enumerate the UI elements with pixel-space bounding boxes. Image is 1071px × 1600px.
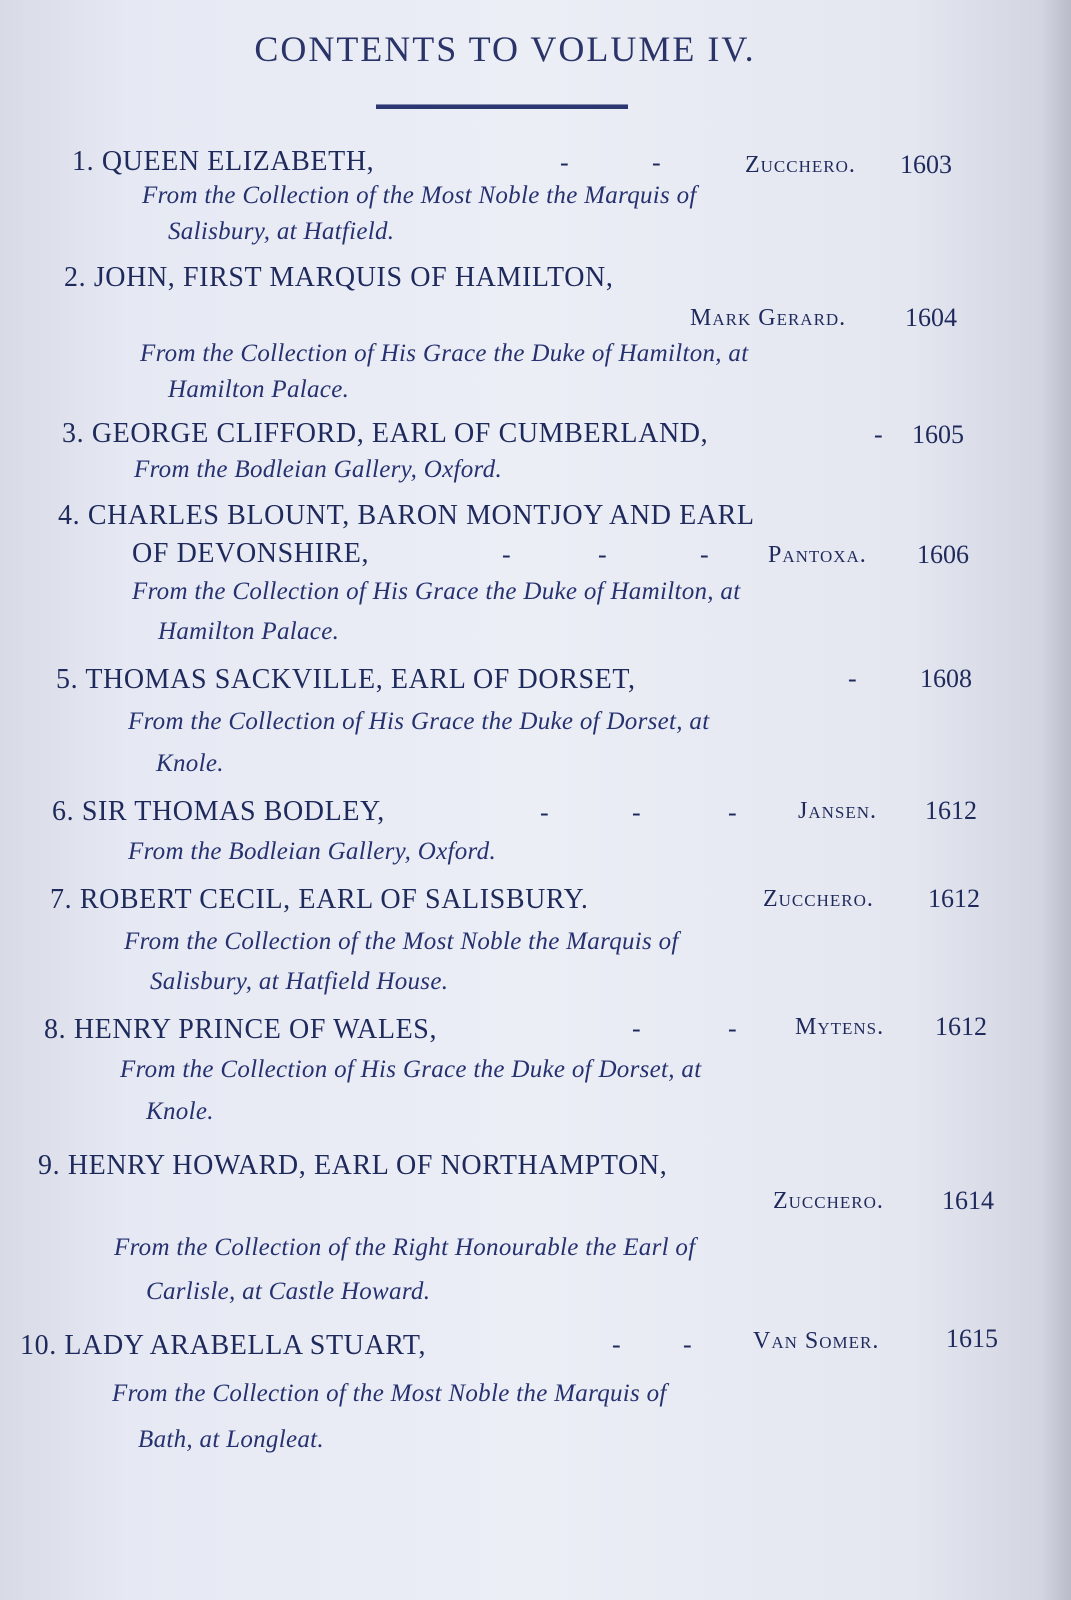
entry-provenance: Hamilton Palace. — [158, 618, 340, 645]
entry-provenance: Carlisle, at Castle Howard. — [146, 1278, 431, 1305]
entry-year: 1612 — [935, 1012, 987, 1041]
entry-name: SIR THOMAS BODLEY, — [81, 796, 385, 827]
leader-dash: - — [652, 148, 661, 177]
page-title: CONTENTS TO VOLUME IV. — [254, 29, 756, 69]
entry-title — [52, 796, 385, 828]
entry-provenance: From the Collection of the Most Noble the Marquis of — [124, 928, 679, 955]
entry-title — [38, 1150, 667, 1182]
entry-title-continued: OF DEVONSHIRE, — [132, 538, 370, 569]
leader-dash: - — [683, 1330, 692, 1359]
entry-provenance: From the Collection of His Grace the Duke of Hamilton, at — [132, 578, 741, 605]
entry-provenance: From the Collection of His Grace the Duke of Dorset, at — [128, 708, 710, 735]
entry-name: HENRY PRINCE OF WALES, — [73, 1014, 438, 1045]
leader-dash: - — [632, 1014, 641, 1043]
leader-dash: - — [632, 798, 641, 827]
entry-artist: Jansen. — [798, 798, 878, 824]
entry-number: 7. — [50, 884, 73, 915]
entry-provenance: From the Collection of His Grace the Duke of Hamilton, at — [140, 340, 749, 367]
entry-provenance: Salisbury, at Hatfield. — [168, 218, 395, 245]
entry-year: 1605 — [912, 420, 964, 449]
entry-title — [20, 1330, 426, 1362]
entry-name: QUEEN ELIZABETH, — [101, 146, 375, 177]
entry-number: 1. — [72, 146, 95, 177]
leader-dash: - — [848, 664, 857, 693]
entry-number: 3. — [62, 418, 85, 449]
entry-artist: Pantoxa. — [768, 542, 867, 568]
entry-number: 4. — [58, 500, 81, 531]
entry-provenance: From the Bodleian Gallery, Oxford. — [128, 838, 497, 865]
entry-year: 1612 — [925, 796, 977, 825]
entry-title — [72, 146, 374, 178]
entry-artist: Zucchero. — [763, 886, 874, 912]
entry-number: 10. — [20, 1330, 57, 1361]
entry-title — [64, 262, 613, 294]
entry-year: 1604 — [905, 303, 957, 332]
page-edge-shadow — [1041, 0, 1071, 1600]
leader-dash: - — [502, 540, 511, 569]
entry-year: 1612 — [928, 884, 980, 913]
entry-provenance: Knole. — [146, 1098, 214, 1125]
entry-provenance: Knole. — [156, 750, 224, 777]
entry-provenance: From the Collection of the Most Noble the Marquis of — [142, 182, 697, 209]
entry-number: 9. — [38, 1150, 61, 1181]
entry-artist: Zucchero. — [745, 152, 856, 178]
entry-year: 1608 — [920, 664, 972, 693]
entry-title — [58, 500, 755, 532]
entry-year: 1614 — [942, 1186, 994, 1215]
entry-title — [62, 418, 708, 450]
leader-dash: - — [560, 148, 569, 177]
entry-provenance: From the Bodleian Gallery, Oxford. — [134, 456, 503, 483]
entry-provenance: From the Collection of the Right Honourable the Earl of — [114, 1234, 696, 1261]
entry-provenance: From the Collection of the Most Noble the Marquis of — [112, 1380, 667, 1407]
leader-dash: - — [874, 420, 883, 449]
entry-title — [50, 884, 588, 916]
entry-provenance: Hamilton Palace. — [168, 376, 350, 403]
entry-title — [56, 664, 636, 696]
entry-provenance: From the Collection of His Grace the Duke of Dorset, at — [120, 1056, 702, 1083]
entry-name: JOHN, FIRST MARQUIS OF HAMILTON, — [93, 262, 614, 293]
entry-name: GEORGE CLIFFORD, EARL OF CUMBERLAND, — [91, 418, 709, 449]
entry-artist: Mark Gerard. — [690, 305, 847, 331]
entry-number: 6. — [52, 796, 75, 827]
entry-name: LADY ARABELLA STUART, — [64, 1330, 427, 1361]
title-rule — [376, 104, 628, 109]
entry-number: 8. — [44, 1014, 67, 1045]
entry-name: ROBERT CECIL, EARL OF SALISBURY. — [79, 884, 589, 915]
entry-artist: Zucchero. — [773, 1188, 884, 1214]
entry-artist: Van Somer. — [753, 1328, 880, 1354]
entry-number: 5. — [56, 664, 79, 695]
leader-dash: - — [612, 1330, 621, 1359]
entry-artist: Mytens. — [795, 1014, 885, 1040]
leader-dash: - — [700, 540, 709, 569]
entry-provenance: Salisbury, at Hatfield House. — [150, 968, 449, 995]
leader-dash: - — [728, 1014, 737, 1043]
entry-provenance: Bath, at Longleat. — [138, 1426, 324, 1453]
entry-name: THOMAS SACKVILLE, EARL OF DORSET, — [85, 664, 636, 695]
entry-year: 1603 — [900, 150, 952, 179]
leader-dash: - — [540, 798, 549, 827]
entry-number: 2. — [64, 262, 87, 293]
leader-dash: - — [598, 540, 607, 569]
entry-year: 1606 — [917, 540, 969, 569]
entry-year: 1615 — [946, 1324, 998, 1353]
leader-dash: - — [728, 798, 737, 827]
entry-name: CHARLES BLOUNT, BARON MONTJOY AND EARL — [87, 500, 755, 531]
entry-title — [44, 1014, 437, 1046]
entry-name: HENRY HOWARD, EARL OF NORTHAMPTON, — [67, 1150, 668, 1181]
